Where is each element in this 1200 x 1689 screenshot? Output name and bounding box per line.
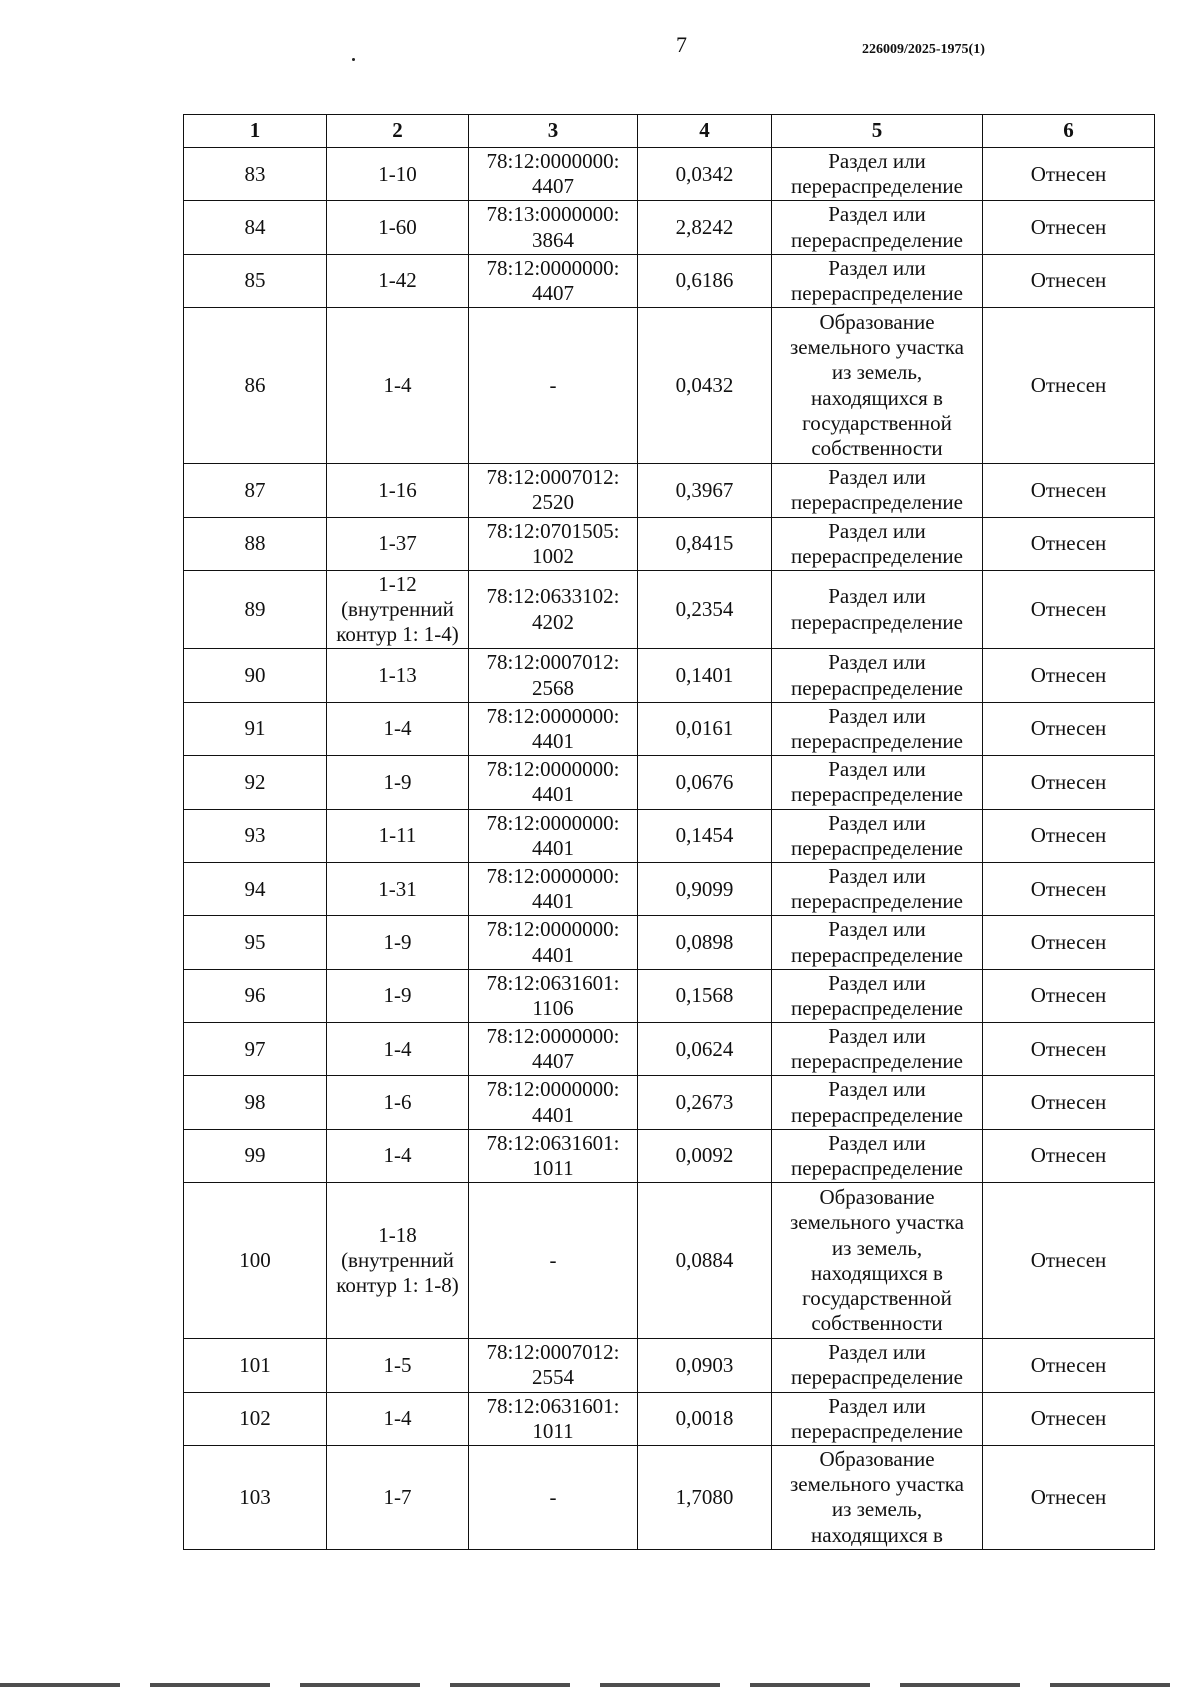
row-number-cell: 90 <box>184 649 327 702</box>
row-number-cell: 97 <box>184 1023 327 1076</box>
table-row <box>184 916 1155 969</box>
area-ha-cell: 0,6186 <box>638 254 772 307</box>
classification-status-cell: Отнесен <box>983 702 1155 755</box>
table-row <box>184 1339 1155 1392</box>
contour-points-cell: 1-12 (внутренний контур 1: 1-4) <box>327 570 469 649</box>
table-row <box>184 201 1155 254</box>
table-row <box>184 1023 1155 1076</box>
cadastral-number-cell: - <box>469 1445 638 1549</box>
table-row <box>184 308 1155 464</box>
row-number-cell: 85 <box>184 254 327 307</box>
row-number-cell: 94 <box>184 862 327 915</box>
formation-method-cell: Образование земельного участка из земель, находящихся в <box>772 1445 983 1549</box>
row-number-cell: 92 <box>184 756 327 809</box>
cadastral-number-cell: 78:12:0007012: 2520 <box>469 464 638 517</box>
table-row <box>184 517 1155 570</box>
table-row <box>184 702 1155 755</box>
area-ha-cell: 0,0884 <box>638 1183 772 1339</box>
contour-points-cell: 1-7 <box>327 1445 469 1549</box>
formation-method-cell: Раздел или перераспределение <box>772 1076 983 1129</box>
row-number-cell: 102 <box>184 1392 327 1445</box>
header-col-3: 3 <box>469 115 638 148</box>
cadastral-number-cell: 78:12:0000000: 4401 <box>469 1076 638 1129</box>
row-number-cell: 88 <box>184 517 327 570</box>
area-ha-cell: 1,7080 <box>638 1445 772 1549</box>
area-ha-cell: 0,2673 <box>638 1076 772 1129</box>
table-row <box>184 1183 1155 1339</box>
area-ha-cell: 0,8415 <box>638 517 772 570</box>
cadastral-number-cell: 78:12:0000000: 4401 <box>469 809 638 862</box>
cadastral-number-cell: 78:12:0007012: 2554 <box>469 1339 638 1392</box>
classification-status-cell: Отнесен <box>983 254 1155 307</box>
classification-status-cell: Отнесен <box>983 1129 1155 1182</box>
contour-points-cell: 1-13 <box>327 649 469 702</box>
contour-points-cell: 1-9 <box>327 969 469 1022</box>
row-number-cell: 101 <box>184 1339 327 1392</box>
cadastral-number-cell: - <box>469 308 638 464</box>
formation-method-cell: Раздел или перераспределение <box>772 916 983 969</box>
classification-status-cell: Отнесен <box>983 201 1155 254</box>
cadastral-number-cell: 78:12:0007012: 2568 <box>469 649 638 702</box>
area-ha-cell: 0,0432 <box>638 308 772 464</box>
cadastral-number-cell: - <box>469 1183 638 1339</box>
classification-status-cell: Отнесен <box>983 969 1155 1022</box>
area-ha-cell: 0,0342 <box>638 148 772 201</box>
header-col-2: 2 <box>327 115 469 148</box>
formation-method-cell: Раздел или перераспределение <box>772 1339 983 1392</box>
cadastral-number-cell: 78:12:0000000: 4407 <box>469 1023 638 1076</box>
cadastral-number-cell: 78:12:0631601: 1106 <box>469 969 638 1022</box>
table-row <box>184 649 1155 702</box>
area-ha-cell: 0,0624 <box>638 1023 772 1076</box>
contour-points-cell: 1-4 <box>327 702 469 755</box>
row-number-cell: 93 <box>184 809 327 862</box>
cadastral-number-cell: 78:12:0000000: 4401 <box>469 862 638 915</box>
contour-points-cell: 1-5 <box>327 1339 469 1392</box>
table-row <box>184 1445 1155 1549</box>
table-row <box>184 1076 1155 1129</box>
row-number-cell: 91 <box>184 702 327 755</box>
contour-points-cell: 1-6 <box>327 1076 469 1129</box>
contour-points-cell: 1-9 <box>327 916 469 969</box>
cadastral-number-cell: 78:12:0000000: 4401 <box>469 756 638 809</box>
cadastral-number-cell: 78:12:0000000: 4401 <box>469 702 638 755</box>
classification-status-cell: Отнесен <box>983 1023 1155 1076</box>
formation-method-cell: Раздел или перераспределение <box>772 570 983 649</box>
classification-status-cell: Отнесен <box>983 517 1155 570</box>
area-ha-cell: 0,9099 <box>638 862 772 915</box>
contour-points-cell: 1-18 (внутренний контур 1: 1-8) <box>327 1183 469 1339</box>
contour-points-cell: 1-4 <box>327 1129 469 1182</box>
formation-method-cell: Раздел или перераспределение <box>772 148 983 201</box>
row-number-cell: 83 <box>184 148 327 201</box>
contour-points-cell: 1-4 <box>327 308 469 464</box>
formation-method-cell: Раздел или перераспределение <box>772 702 983 755</box>
contour-points-cell: 1-10 <box>327 148 469 201</box>
row-number-cell: 95 <box>184 916 327 969</box>
land-plot-table <box>183 114 1155 1550</box>
formation-method-cell: Раздел или перераспределение <box>772 201 983 254</box>
area-ha-cell: 0,0903 <box>638 1339 772 1392</box>
classification-status-cell: Отнесен <box>983 649 1155 702</box>
table-row <box>184 464 1155 517</box>
header-col-6: 6 <box>983 115 1155 148</box>
classification-status-cell: Отнесен <box>983 464 1155 517</box>
classification-status-cell: Отнесен <box>983 308 1155 464</box>
cadastral-number-cell: 78:12:0701505: 1002 <box>469 517 638 570</box>
table-row <box>184 570 1155 649</box>
contour-points-cell: 1-4 <box>327 1023 469 1076</box>
classification-status-cell: Отнесен <box>983 148 1155 201</box>
area-ha-cell: 0,0161 <box>638 702 772 755</box>
area-ha-cell: 0,1401 <box>638 649 772 702</box>
area-ha-cell: 2,8242 <box>638 201 772 254</box>
area-ha-cell: 0,1568 <box>638 969 772 1022</box>
contour-points-cell: 1-37 <box>327 517 469 570</box>
formation-method-cell: Образование земельного участка из земель, находящихся в государственной собственности <box>772 308 983 464</box>
table-row <box>184 148 1155 201</box>
formation-method-cell: Раздел или перераспределение <box>772 1129 983 1182</box>
table-header-row <box>184 115 1155 148</box>
formation-method-cell: Раздел или перераспределение <box>772 254 983 307</box>
cadastral-number-cell: 78:13:0000000: 3864 <box>469 201 638 254</box>
table-row <box>184 756 1155 809</box>
formation-method-cell: Образование земельного участка из земель, находящихся в государственной собственности <box>772 1183 983 1339</box>
area-ha-cell: 0,1454 <box>638 809 772 862</box>
classification-status-cell: Отнесен <box>983 809 1155 862</box>
area-ha-cell: 0,0018 <box>638 1392 772 1445</box>
formation-method-cell: Раздел или перераспределение <box>772 1392 983 1445</box>
table-row <box>184 862 1155 915</box>
row-number-cell: 96 <box>184 969 327 1022</box>
cadastral-number-cell: 78:12:0631601: 1011 <box>469 1392 638 1445</box>
row-number-cell: 99 <box>184 1129 327 1182</box>
header-col-1: 1 <box>184 115 327 148</box>
page-number: 7 <box>676 32 687 57</box>
cadastral-number-cell: 78:12:0633102: 4202 <box>469 570 638 649</box>
formation-method-cell: Раздел или перераспределение <box>772 1023 983 1076</box>
classification-status-cell: Отнесен <box>983 756 1155 809</box>
table-row <box>184 1129 1155 1182</box>
table-row <box>184 809 1155 862</box>
table-row <box>184 969 1155 1022</box>
row-number-cell: 98 <box>184 1076 327 1129</box>
area-ha-cell: 0,2354 <box>638 570 772 649</box>
formation-method-cell: Раздел или перераспределение <box>772 862 983 915</box>
classification-status-cell: Отнесен <box>983 916 1155 969</box>
header-col-5: 5 <box>772 115 983 148</box>
cadastral-number-cell: 78:12:0000000: 4407 <box>469 254 638 307</box>
scan-edge-artifact <box>0 1683 1200 1687</box>
contour-points-cell: 1-16 <box>327 464 469 517</box>
formation-method-cell: Раздел или перераспределение <box>772 809 983 862</box>
formation-method-cell: Раздел или перераспределение <box>772 464 983 517</box>
row-number-cell: 86 <box>184 308 327 464</box>
contour-points-cell: 1-9 <box>327 756 469 809</box>
document-id: 226009/2025-1975(1) <box>862 42 985 57</box>
header-col-4: 4 <box>638 115 772 148</box>
area-ha-cell: 0,0898 <box>638 916 772 969</box>
formation-method-cell: Раздел или перераспределение <box>772 969 983 1022</box>
formation-method-cell: Раздел или перераспределение <box>772 649 983 702</box>
area-ha-cell: 0,0092 <box>638 1129 772 1182</box>
contour-points-cell: 1-60 <box>327 201 469 254</box>
classification-status-cell: Отнесен <box>983 1076 1155 1129</box>
contour-points-cell: 1-11 <box>327 809 469 862</box>
row-number-cell: 89 <box>184 570 327 649</box>
table-row <box>184 254 1155 307</box>
table-body <box>184 148 1155 1550</box>
table-row <box>184 1392 1155 1445</box>
formation-method-cell: Раздел или перераспределение <box>772 517 983 570</box>
row-number-cell: 103 <box>184 1445 327 1549</box>
cadastral-number-cell: 78:12:0000000: 4407 <box>469 148 638 201</box>
classification-status-cell: Отнесен <box>983 1339 1155 1392</box>
formation-method-cell: Раздел или перераспределение <box>772 756 983 809</box>
classification-status-cell: Отнесен <box>983 1183 1155 1339</box>
row-number-cell: 100 <box>184 1183 327 1339</box>
row-number-cell: 87 <box>184 464 327 517</box>
contour-points-cell: 1-31 <box>327 862 469 915</box>
classification-status-cell: Отнесен <box>983 862 1155 915</box>
row-number-cell: 84 <box>184 201 327 254</box>
cadastral-number-cell: 78:12:0631601: 1011 <box>469 1129 638 1182</box>
contour-points-cell: 1-4 <box>327 1392 469 1445</box>
area-ha-cell: 0,0676 <box>638 756 772 809</box>
scan-speck <box>352 58 355 61</box>
contour-points-cell: 1-42 <box>327 254 469 307</box>
classification-status-cell: Отнесен <box>983 570 1155 649</box>
cadastral-number-cell: 78:12:0000000: 4401 <box>469 916 638 969</box>
classification-status-cell: Отнесен <box>983 1392 1155 1445</box>
area-ha-cell: 0,3967 <box>638 464 772 517</box>
classification-status-cell: Отнесен <box>983 1445 1155 1549</box>
